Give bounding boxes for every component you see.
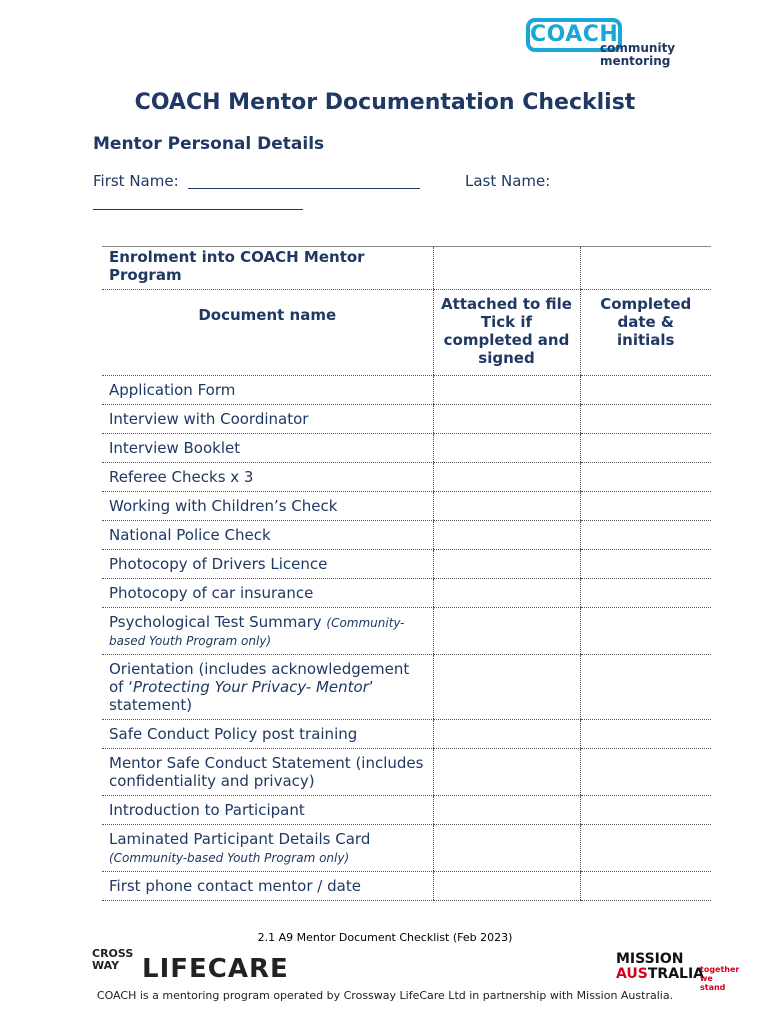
coach-logo-wordmark: COACH (526, 18, 622, 52)
personal-details-heading: Mentor Personal Details (93, 134, 325, 154)
footer-note: COACH is a mentoring program operated by Crossway LifeCare Ltd in partnership with Mission Australia. (96, 989, 674, 1002)
document-name: Orientation (includes acknowledgement of ‘ (109, 660, 410, 696)
attached-tick-cell[interactable] (433, 825, 580, 872)
section-header-empty-cell (580, 247, 711, 290)
last-name-field[interactable] (93, 192, 303, 210)
table-row (102, 579, 711, 608)
first-name-field[interactable] (188, 171, 420, 189)
document-name-cell (102, 720, 433, 749)
table-row (102, 655, 711, 720)
document-name: Interview Booklet (109, 439, 241, 457)
document-name: Interview with Coordinator (109, 410, 309, 428)
crossway-logo-small-line2: WAY (92, 959, 120, 972)
document-name: National Police Check (109, 526, 271, 544)
table-section-header-row (102, 247, 711, 290)
document-name-cell (102, 405, 433, 434)
coach-logo-sub-line2: mentoring (600, 54, 671, 68)
crossway-logo-wordmark: LIFECARE (142, 954, 289, 984)
attached-tick-cell[interactable] (433, 376, 580, 405)
table-row (102, 796, 711, 825)
document-name-cell (102, 492, 433, 521)
attached-tick-cell[interactable] (433, 434, 580, 463)
document-name-cell (102, 608, 433, 655)
table-row (102, 749, 711, 796)
document-name: Working with Children’s Check (109, 497, 338, 515)
mission-logo-aus: AUS (616, 966, 648, 982)
document-name-cell (102, 655, 433, 720)
document-note: (Community-based Youth Program only) (109, 851, 350, 865)
document-name-cell (102, 521, 433, 550)
document-name: Psychological Test Summary (109, 613, 322, 631)
document-checklist-table (102, 246, 711, 901)
table-row (102, 463, 711, 492)
table-row (102, 825, 711, 872)
completed-date-cell[interactable] (580, 579, 711, 608)
document-name-cell (102, 796, 433, 825)
last-name-label: Last Name: (465, 172, 551, 190)
document-name-cell (102, 872, 433, 901)
completed-date-cell[interactable] (580, 463, 711, 492)
section-header-cell: Enrolment into COACH Mentor Program (102, 247, 433, 290)
completed-date-cell[interactable] (580, 608, 711, 655)
completed-date-cell[interactable] (580, 492, 711, 521)
table-row (102, 521, 711, 550)
attached-tick-cell[interactable] (433, 550, 580, 579)
table-row (102, 376, 711, 405)
completed-date-cell[interactable] (580, 872, 711, 901)
mission-logo-tagline: together we stand (700, 965, 740, 992)
completed-date-cell[interactable] (580, 434, 711, 463)
table-column-header-row (102, 290, 711, 376)
completed-date-cell[interactable] (580, 376, 711, 405)
completed-date-cell[interactable] (580, 796, 711, 825)
document-name: Mentor Safe Conduct Statement (includes confidentiality and privacy) (109, 754, 424, 790)
document-name-cell (102, 376, 433, 405)
document-name-cell (102, 434, 433, 463)
attached-tick-cell[interactable] (433, 521, 580, 550)
table-row (102, 872, 711, 901)
completed-date-cell[interactable] (580, 825, 711, 872)
document-name: Photocopy of car insurance (109, 584, 314, 602)
attached-tick-cell[interactable] (433, 492, 580, 521)
document-name: First phone contact mentor / date (109, 877, 361, 895)
completed-date-cell[interactable] (580, 749, 711, 796)
completed-date-cell[interactable] (580, 521, 711, 550)
attached-tick-cell[interactable] (433, 749, 580, 796)
section-header-empty-cell (433, 247, 580, 290)
attached-tick-cell[interactable] (433, 579, 580, 608)
mission-logo-line2 (616, 967, 704, 982)
crossway-logo-small (92, 948, 133, 972)
attached-tick-cell[interactable] (433, 796, 580, 825)
table-row (102, 608, 711, 655)
coach-logo-subtitle (600, 42, 675, 68)
table-row (102, 405, 711, 434)
attached-tick-cell[interactable] (433, 405, 580, 434)
col-header-completed: Completed date & initials (580, 290, 711, 376)
table-row (102, 434, 711, 463)
first-name-label: First Name: (93, 172, 179, 190)
document-name: Referee Checks x 3 (109, 468, 254, 486)
document-name-cell (102, 825, 433, 872)
document-note: (Community-based Youth Program only) (109, 616, 405, 648)
document-name-italic: Protecting Your Privacy- Mentor (133, 678, 369, 696)
document-name: Introduction to Participant (109, 801, 305, 819)
attached-tick-cell[interactable] (433, 872, 580, 901)
mission-australia-logo (616, 951, 740, 992)
crossway-logo-small-line1: CROSS (92, 947, 134, 960)
page-title: COACH Mentor Documentation Checklist (134, 90, 636, 115)
completed-date-cell[interactable] (580, 720, 711, 749)
table-row (102, 550, 711, 579)
document-name: Laminated Participant Details Card (109, 830, 371, 848)
col-header-document: Document name (102, 290, 433, 376)
attached-tick-cell[interactable] (433, 655, 580, 720)
document-name: Application Form (109, 381, 236, 399)
document-name: Photocopy of Drivers Licence (109, 555, 328, 573)
document-name-end: ’ statement) (109, 678, 374, 714)
document-code: 2.1 A9 Mentor Document Checklist (Feb 2023) (257, 931, 513, 944)
attached-tick-cell[interactable] (433, 720, 580, 749)
mission-logo-line1: MISSION (616, 951, 684, 967)
document-name-cell (102, 463, 433, 492)
coach-logo-sub-line1: community (600, 41, 676, 55)
completed-date-cell[interactable] (580, 405, 711, 434)
mission-logo-tralia: TRALIA (647, 966, 704, 982)
coach-logo (526, 16, 686, 72)
document-name-cell (102, 579, 433, 608)
document-name-cell (102, 749, 433, 796)
table-row (102, 720, 711, 749)
completed-date-cell[interactable] (580, 550, 711, 579)
document-name-cell (102, 550, 433, 579)
completed-date-cell[interactable] (580, 655, 711, 720)
attached-tick-cell[interactable] (433, 463, 580, 492)
col-header-attached: Attached to file Tick if completed and signed (433, 290, 580, 376)
attached-tick-cell[interactable] (433, 608, 580, 655)
table-row (102, 492, 711, 521)
document-name: Safe Conduct Policy post training (109, 725, 358, 743)
